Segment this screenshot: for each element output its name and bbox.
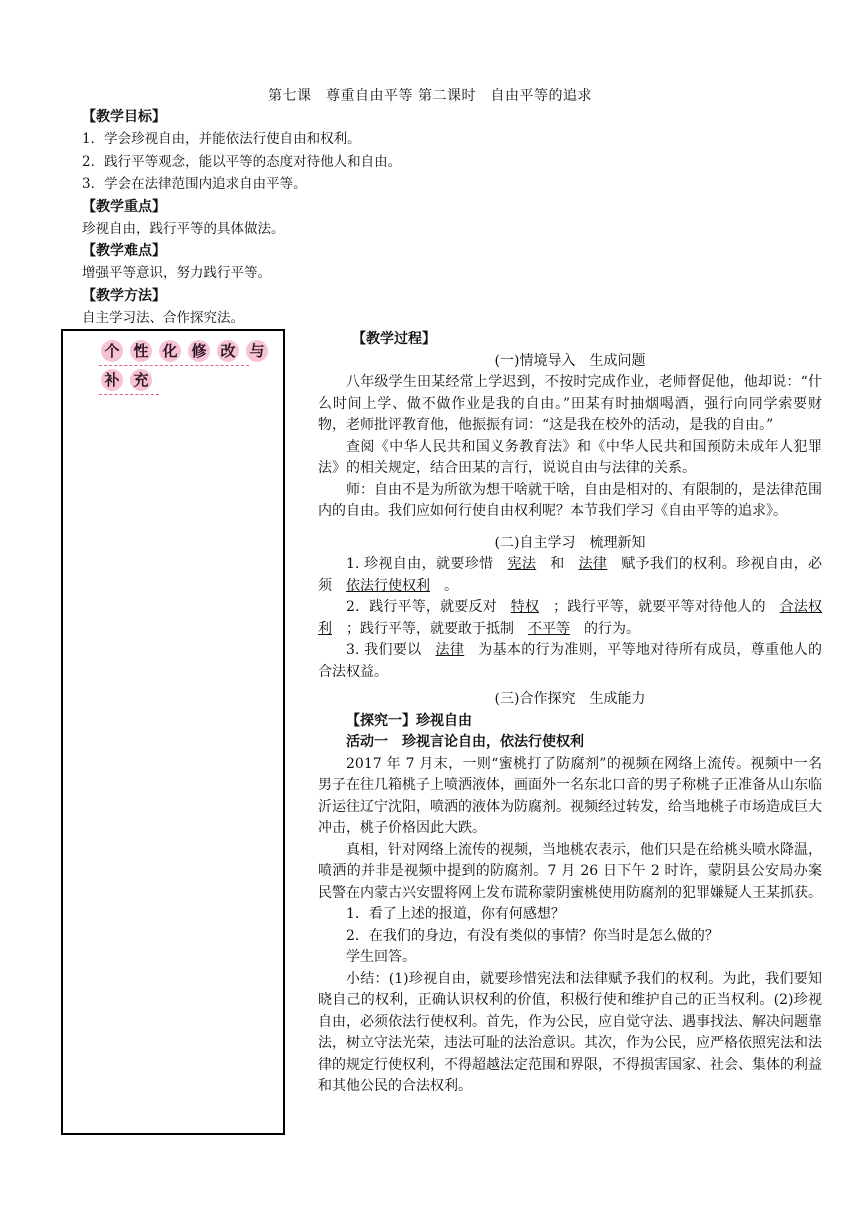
process-heading: 【教学过程】 [352,331,436,347]
paragraph: 八年级学生田某经常上学迟到，不按时完成作业，老师督促他，他却说：“什么时间上学、做不做作业是我的自由。”田某有时抽烟喝酒，强行向同学索要财物，老师批评教育他，他振振有词：“这是我在校外的活动，是我的自由。” [318,374,822,433]
key-points-heading: 【教学重点】 [82,198,166,215]
text: ；践行平等，就要敢于抵制 [346,620,514,637]
badge-underline [99,365,249,366]
text: 。 [444,577,458,594]
objective-item: 3．学会在法律范围内追求自由平等。 [82,176,307,192]
objective-item: 1．学会珍视自由，并能依法行使自由和权利。 [82,131,361,147]
badge-char: 补 [101,369,123,391]
question: 2．在我们的身边，有没有类似的事情？你当时是怎么做的？ [346,927,719,944]
teaching-process [318,329,822,1098]
text: 的行为。 [584,620,640,637]
explore-heading: 【探究一】珍视自由 [346,712,472,729]
paragraph: 2017 年 7 月末，一则“蜜桃打了防腐剂”的视频在网络上流传。视频中一名男子在往几箱桃子上喷洒液体，画面外一名东北口音的男子称桃子正准备从山东临沂运往辽宁沈阳，喷洒的液体为防腐剂。视频经过转发，给当地桃子市场造成巨大冲击，桃子价格因此大跌。 [318,755,822,836]
section-title: (二)自主学习 梳理新知 [494,534,646,551]
lesson-overview [82,106,782,329]
text: 赋予我们的权利。珍视自由，必须 [318,556,823,594]
badge-underline [99,394,159,395]
badge-char: 充 [130,369,152,391]
paragraph: 学生回答。 [346,949,416,965]
fill-blank-item [318,640,822,683]
badge-char: 性 [130,340,152,362]
blank-answer: 不平等 [528,620,570,637]
badge-char: 个 [101,340,123,362]
text: ；践行平等，就要平等对待他人的 [553,599,766,615]
text: 3. 我们要以 [346,642,422,658]
page-title: 第七课 尊重自由平等 第二课时 自由平等的追求 [268,88,592,104]
paragraph: 师：自由不是为所欲为想干啥就干啥，自由是相对的、有限制的，是法律范围内的自由。我们应如何行使自由权利呢？本节我们学习《自由平等的追求》。 [318,481,822,519]
blank-answer: 合法权利 [318,599,823,637]
blank-answer: 特权 [510,599,540,615]
objectives-heading: 【教学目标】 [82,109,166,125]
badge-char: 修 [188,340,210,362]
text: 为基本的行为准则，平等地对待所有成员，尊重他人的合法权益。 [318,642,823,680]
notes-box[interactable] [61,329,285,1135]
methods-heading: 【教学方法】 [82,287,166,304]
section-title: (三)合作探究 生成能力 [494,691,646,707]
section-title: (一)情境导入 生成问题 [494,352,646,369]
paragraph: 真相，针对网络上流传的视频，当地桃农表示，他们只是在给桃头喷水降温，喷洒的并非是视频中提到的防腐剂。7 月 26 日下午 2 时许，蒙阴县公安局办案民警在内蒙古兴安盟将网上发布谎称蒙阴蜜桃使用防腐剂的犯罪嫌疑人王某抓获。 [318,841,822,901]
methods-text: 自主学习法、合作探究法。 [82,309,244,326]
blank-answer: 宪法 [507,556,537,572]
supplement-badge [101,369,159,391]
blank-answer: 依法行使权利 [346,577,430,594]
badge-char: 与 [246,340,268,362]
text: 和 [550,556,565,572]
text: 1. 珍视自由，就要珍惜 [346,556,494,572]
activity-heading: 活动一 珍视言论自由，依法行使权利 [346,734,584,750]
paragraph: 查阅《中华人民共和国义务教育法》和《中华人民共和国预防未成年人犯罪法》的相关规定，结合田某的言行，说说自由与法律的关系。 [318,438,822,476]
fill-blank-item [318,554,822,597]
blank-answer: 法律 [435,642,465,658]
summary: 小结：(1)珍视自由，就要珍惜宪法和法律赋予我们的权利。为此，我们要知晓自己的权利，正确认识权利的价值，积极行使和维护自己的正当权利。(2)珍视自由，必须依法行使权利。首先，作为公民，应自觉守法、遇事找法、解决问题靠法，树立守法光荣，违法可耻的法治意识。其次，作为公民，应严格依照宪法和法律的规定行使权利，不得超越法定范围和界限，不得损害国家、社会、集体的利益和其他公民的合法权利。 [318,970,822,1094]
personalize-badge [101,340,275,362]
key-points-text: 珍视自由，践行平等的具体做法。 [82,220,285,237]
badge-char: 改 [217,340,239,362]
badge-char: 化 [159,340,181,362]
blank-answer: 法律 [578,556,608,572]
text: 2．践行平等，就要反对 [346,599,497,615]
objective-item: 2．践行平等观念，能以平等的态度对待他人和自由。 [82,153,402,170]
question: 1．看了上述的报道，你有何感想？ [346,906,565,922]
fill-blank-item [318,597,822,640]
difficulties-text: 增强平等意识，努力践行平等。 [82,265,271,281]
difficulties-heading: 【教学难点】 [82,243,166,259]
